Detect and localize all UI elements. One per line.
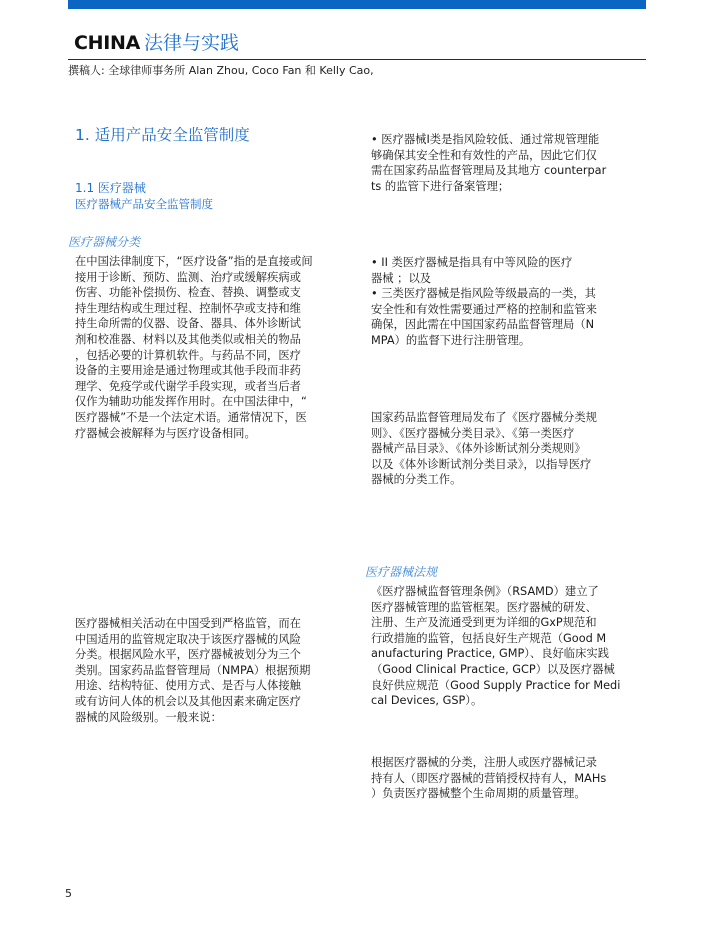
brand-subtitle: 法律与实践 (144, 32, 240, 54)
page-number: 5 (65, 887, 72, 900)
top-accent-bar (68, 0, 646, 9)
publication-brand (74, 32, 239, 54)
left-paragraph-definition: 在中国法律制度下，“医疗设备”指的是直接或间 接用于诊断、预防、监测、治疗或缓解疾病或 伤害、功能补偿损伤、检查、替换、调整或支 持生理结构或生理过程、控制怀孕或支持和维 持生命所需的仪器、设备、器具、体外诊断试 剂和校准器、材料以及其他类似或相关的物品 ，包括必要的计算机软件。与药品不同，医疗 设备的主要用途是通过物理或其他手段而非药 理学、免疫学或代谢学手段实现，或者当后者 仅作为辅助功能发挥作用时。在中国法律中，“ 医疗器械”不是一个法定术语。通常情况下，医 疗器械会被解释为与医疗设备相同。 (75, 255, 313, 440)
regulations-heading: 医疗器械法规 (365, 565, 438, 579)
authors-line: 撰稿人: 全球律师事务所 Alan Zhou, Coco Fan 和 Kelly Cao, (68, 64, 374, 77)
subsection-description: 医疗器械产品安全监管制度 (75, 197, 213, 211)
header-divider (68, 59, 646, 60)
left-paragraph-risk-classes: 医疗器械相关活动在中国受到严格监管，而在 中国适用的监管规定取决于该医疗器械的风险 分类。根据风险水平，医疗器械被划分为三个 类别。国家药品监督管理局（NMPA）根据预期 用途、结构特征、使用方式、是否与人体接触 或有访问人体的机会以及其他因素来确定医疗 器械的风险级别。一般来说： (75, 617, 311, 724)
right-paragraph-class-two-three: • II 类医疗器械是指具有中等风险的医疗 器械 ；以及 • 三类医疗器械是指风险等级最高的一类，其 安全性和有效性需要通过严格的控制和监管来 确保，因此需在中国国家药品监督管理局（N MPA）的监督下进行注册管理。 (371, 256, 597, 347)
subsection-title: 1.1 医疗器械 (75, 181, 146, 195)
right-paragraph-nmpa-rules: 国家药品监督管理局发布了《医疗器械分类规 则》、《医疗器械分类目录》、《第一类医疗 器械产品目录》、《体外诊断试剂分类规则》 以及《体外诊断试剂分类目录》，以指导医疗 器械的分类工作。 (371, 411, 597, 487)
right-paragraph-class-one: • 医疗器械I类是指风险较低、通过常规管理能 够确保其安全性和有效性的产品，因此它们仅 需在国家药品监督管理局及其地方 counterpar ts 的监管下进行备案管理； (371, 133, 607, 193)
classification-heading: 医疗器械分类 (68, 235, 141, 249)
right-paragraph-rsamd: 《医疗器械监督管理条例》（RSAMD）建立了 医疗器械管理的监管框架。医疗器械的研发、 注册、生产及流通受到更为详细的GxP规范和 行政措施的监管，包括良好生产规范（Good M anufacturing Practice, GMP）、良好临床实践 （Good Clinical Practice, GCP）以及医疗器械 良好供应规范（Good Supply Practice for Medi cal Devices, GSP）。 (371, 585, 621, 708)
section-title: 1. 适用产品安全监管制度 (75, 126, 250, 144)
right-paragraph-mah: 根据医疗器械的分类，注册人或医疗器械记录 持有人（即医疗器械的营销授权持有人，MAHs ）负责医疗器械整个生命周期的质量管理。 (371, 756, 607, 801)
brand-country: CHINA (74, 32, 141, 54)
